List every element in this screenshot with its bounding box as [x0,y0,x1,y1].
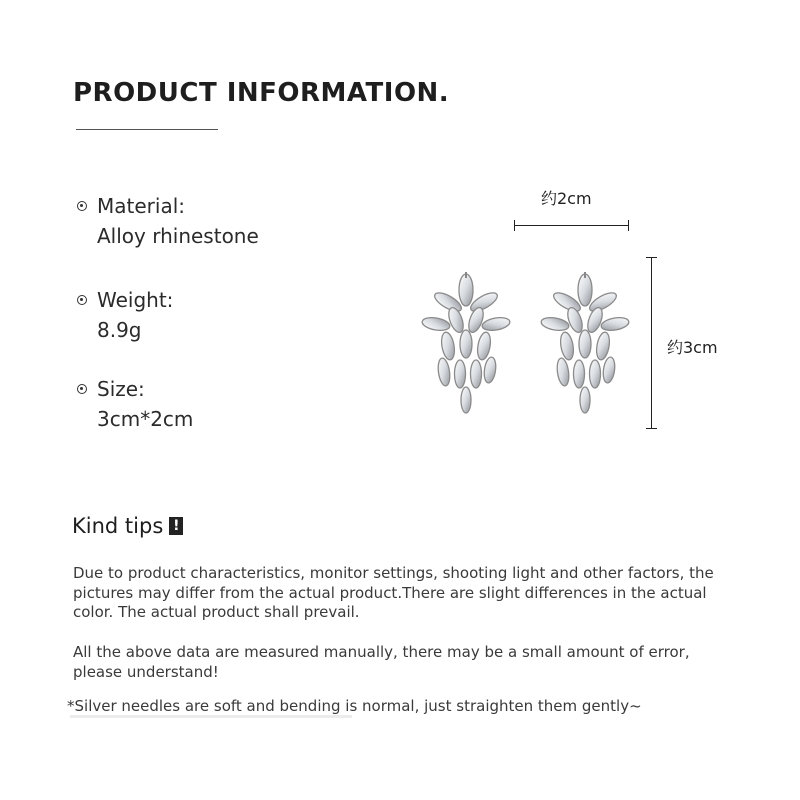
tips-paragraph-2: All the above data are measured manually, there may be a small amount of error, please understand! [73,643,690,681]
exclamation-box-icon: ! [169,517,183,535]
spec-material [77,194,259,248]
spec-label: Size: [97,377,145,401]
width-dimension-line [514,225,629,226]
spec-label: Weight: [97,288,174,312]
tips-paragraph-1: Due to product characteristics, monitor settings, shooting light and other factors, the pictures may differ from the actual product.There are slight differences in the actual color. The actual product shall prevail. [73,564,714,621]
note-highlight [70,715,352,718]
height-dimension-cap [646,428,657,429]
height-dimension-cap [646,257,657,258]
width-dimension-cap [514,220,515,231]
earring-left-image [418,268,514,416]
spec-label: Material: [97,194,185,218]
bullet-icon [77,295,87,305]
needle-note: *Silver needles are soft and bending is normal, just straighten them gently~ [67,697,642,715]
earring-right-image [537,268,633,416]
spec-value: Alloy rhinestone [97,224,259,248]
spec-size [77,377,193,431]
height-dimension-line [651,257,652,429]
spec-weight [77,288,173,342]
spec-value: 3cm*2cm [97,407,194,431]
kind-tips-label: Kind tips [72,514,164,538]
spec-value: 8.9g [97,318,142,342]
page-title: PRODUCT INFORMATION. [73,78,450,108]
height-dimension-label: 约3cm [667,338,718,357]
bullet-icon [77,201,87,211]
width-dimension-label: 约2cm [541,189,592,208]
kind-tips-heading [72,514,183,538]
bullet-icon [77,384,87,394]
title-divider [76,129,218,130]
width-dimension-cap [628,220,629,231]
